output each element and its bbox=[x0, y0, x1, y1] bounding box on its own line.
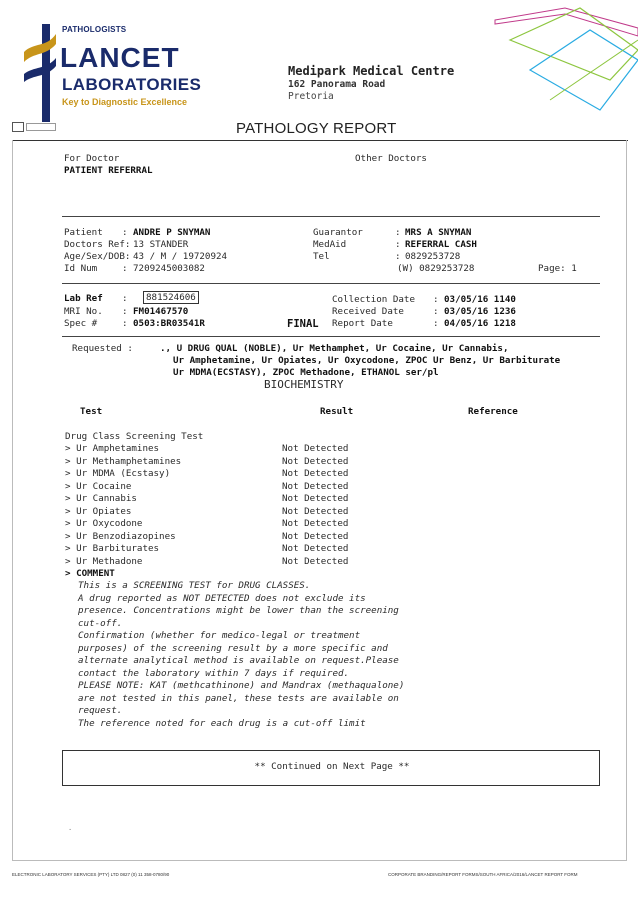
column-result: Result bbox=[320, 406, 354, 417]
other-doctors-label: Other Doctors bbox=[355, 153, 427, 164]
mri-label: MRI No. bbox=[64, 306, 103, 317]
comment-line: request. bbox=[78, 705, 123, 716]
table-row bbox=[65, 506, 131, 518]
spec-label: Spec # bbox=[64, 318, 98, 329]
colon: : bbox=[395, 239, 401, 250]
report-title: PATHOLOGY REPORT bbox=[236, 120, 397, 137]
patient-divider-bottom bbox=[62, 283, 600, 284]
lab-ref-label: Lab Ref bbox=[64, 293, 103, 304]
title-divider bbox=[12, 140, 628, 141]
mri-value: FM01467570 bbox=[133, 306, 189, 317]
test-name: > Ur Methamphetamines bbox=[65, 455, 182, 467]
test-name: > Ur MDMA (Ecstasy) bbox=[65, 468, 171, 479]
test-name: > Ur Cannabis bbox=[65, 493, 137, 504]
test-name: > Ur Oxycodone bbox=[65, 518, 143, 529]
footer-right-text: CORPORATE BRANDING/REPORT FORMS/SOUTH AFRICA/2016/LANCET REPORT FORM bbox=[388, 872, 578, 877]
test-result: Not Detected bbox=[282, 480, 349, 492]
centre-road: 162 Panorama Road bbox=[288, 79, 386, 90]
column-reference: Reference bbox=[468, 406, 518, 417]
test-result: Not Detected bbox=[282, 543, 349, 554]
test-name: > Ur Benzodiazopines bbox=[65, 530, 176, 542]
table-row bbox=[65, 556, 142, 568]
brand-subtitle: LABORATORIES bbox=[62, 75, 202, 94]
footer-left-text: ELECTRONIC LABORATORY SERVICES (PTY) LTD 0827 (0) 11 358-0780/90 bbox=[12, 872, 170, 877]
collection-date-value: 03/05/16 1140 bbox=[444, 294, 516, 305]
tel-work-value: (W) 0829253728 bbox=[397, 263, 475, 274]
test-name: > Ur Cocaine bbox=[65, 480, 132, 492]
small-label-box bbox=[26, 123, 56, 131]
table-row bbox=[65, 468, 170, 480]
collection-date-label: Collection Date bbox=[332, 294, 415, 305]
table-row bbox=[65, 518, 142, 530]
table-row bbox=[65, 543, 159, 555]
id-num-label: Id Num bbox=[64, 263, 98, 274]
barcode-tag-icon bbox=[12, 122, 24, 132]
comment-line: are not tested in this panel, these tests are available on bbox=[78, 692, 399, 704]
patient-divider-top bbox=[62, 216, 600, 217]
pathologists-label: PATHOLOGISTS bbox=[62, 25, 127, 34]
table-row bbox=[65, 493, 137, 505]
comment-line: The reference noted for each drug is a cut-off limit bbox=[78, 717, 366, 729]
comment-line: PLEASE NOTE: KAT (methcathinone) and Mandrax (methaqualone) bbox=[78, 680, 405, 691]
panel-title: Drug Class Screening Test bbox=[65, 431, 204, 442]
comment-line: presence. Concentrations might be lower than the screening bbox=[78, 605, 399, 616]
frame-right bbox=[626, 140, 627, 860]
colon: : bbox=[433, 318, 439, 329]
comment-label: > COMMENT bbox=[65, 568, 115, 579]
comment-line: purposes) of the screening result by a more specific and bbox=[78, 642, 388, 654]
section-title: BIOCHEMISTRY bbox=[264, 378, 344, 391]
medaid-label: MedAid bbox=[313, 239, 347, 250]
test-result: Not Detected bbox=[282, 555, 349, 567]
report-date-value: 04/05/16 1218 bbox=[444, 318, 516, 329]
test-name: > Ur Barbiturates bbox=[65, 543, 160, 554]
test-result: Not Detected bbox=[282, 530, 349, 542]
spec-value: 0503:BR03541R bbox=[133, 318, 205, 329]
guarantor-value: MRS A SNYMAN bbox=[405, 227, 472, 238]
table-row bbox=[65, 531, 176, 543]
requested-line-3: Ur MDMA(ECSTASY), ZPOC Methadone, ETHANOL ser/pl bbox=[173, 367, 439, 378]
test-name: > Ur Opiates bbox=[65, 505, 132, 517]
lab-divider bbox=[62, 336, 600, 337]
guarantor-label: Guarantor bbox=[313, 227, 363, 238]
comment-line: contact the laboratory within 7 days if required. bbox=[78, 667, 350, 679]
test-name: > Ur Amphetamines bbox=[65, 443, 160, 454]
comment-line: cut-off. bbox=[78, 617, 123, 629]
doctors-ref-label: Doctors Ref: bbox=[64, 239, 131, 250]
comment-line: Confirmation (whether for medico-legal or treatment bbox=[78, 630, 361, 641]
final-status: FINAL bbox=[287, 318, 319, 330]
colon: : bbox=[122, 306, 128, 317]
continued-notice: ** Continued on Next Page ** bbox=[254, 761, 410, 772]
test-result: Not Detected bbox=[282, 443, 349, 454]
age-sex-dob-label: Age/Sex/DOB: bbox=[64, 251, 131, 262]
frame-bottom bbox=[12, 860, 627, 861]
colon: : bbox=[433, 306, 439, 317]
requested-label: Requested : bbox=[72, 343, 133, 354]
report-date-label: Report Date bbox=[332, 318, 393, 329]
tel-label: Tel bbox=[313, 251, 330, 262]
test-result: Not Detected bbox=[282, 518, 349, 529]
test-name: > Ur Methadone bbox=[65, 555, 143, 567]
test-result: Not Detected bbox=[282, 505, 349, 517]
table-row bbox=[65, 443, 159, 455]
received-date-value: 03/05/16 1236 bbox=[444, 306, 516, 317]
column-test: Test bbox=[80, 406, 103, 417]
comment-line: A drug reported as NOT DETECTED does not exclude its bbox=[78, 592, 366, 604]
page-number: Page: 1 bbox=[538, 263, 577, 274]
patient-name: ANDRE P SNYMAN bbox=[133, 227, 211, 238]
colon: : bbox=[122, 227, 128, 238]
colon: : bbox=[122, 263, 128, 274]
colon: : bbox=[433, 294, 439, 305]
medaid-value: REFERRAL CASH bbox=[405, 239, 477, 250]
for-doctor-value: PATIENT REFERRAL bbox=[64, 165, 153, 176]
received-date-label: Received Date bbox=[332, 306, 404, 317]
colon: : bbox=[395, 251, 401, 262]
comment-line: alternate analytical method is available on request.Please bbox=[78, 655, 399, 666]
frame-left bbox=[12, 140, 13, 860]
id-num-value: 7209245003082 bbox=[133, 263, 205, 274]
for-doctor-label: For Doctor bbox=[64, 153, 120, 164]
test-result: Not Detected bbox=[282, 455, 349, 467]
requested-line-2: Ur Amphetamine, Ur Opiates, Ur Oxycodone, ZPOC Ur Benz, Ur Barbiturate bbox=[173, 355, 561, 366]
lab-ref-value: 881524606 bbox=[143, 291, 199, 304]
tel-value: 0829253728 bbox=[405, 251, 461, 262]
table-row bbox=[65, 456, 181, 468]
comment-line: This is a SCREENING TEST for DRUG CLASSES. bbox=[78, 580, 311, 591]
scan-mark: · bbox=[68, 826, 73, 834]
requested-line-1: ., U DRUG QUAL (NOBLE), Ur Methamphet, Ur Cocaine, Ur Cannabis, bbox=[160, 343, 509, 354]
colon: : bbox=[122, 318, 128, 329]
doctors-ref-value: 13 STANDER bbox=[133, 239, 189, 250]
brand-tagline: Key to Diagnostic Excellence bbox=[62, 97, 188, 107]
colon: : bbox=[122, 293, 128, 304]
age-sex-dob-value: 43 / M / 19720924 bbox=[133, 251, 228, 262]
test-result: Not Detected bbox=[282, 493, 349, 504]
brand-name: LANCET bbox=[60, 42, 180, 73]
centre-city: Pretoria bbox=[288, 91, 334, 102]
table-row bbox=[65, 481, 131, 493]
lancet-logo-icon bbox=[20, 22, 60, 122]
test-result: Not Detected bbox=[282, 468, 349, 479]
patient-label: Patient bbox=[64, 227, 103, 238]
decorative-corner-graphic bbox=[490, 0, 638, 130]
colon: : bbox=[395, 227, 401, 238]
centre-name: Medipark Medical Centre bbox=[288, 64, 455, 78]
